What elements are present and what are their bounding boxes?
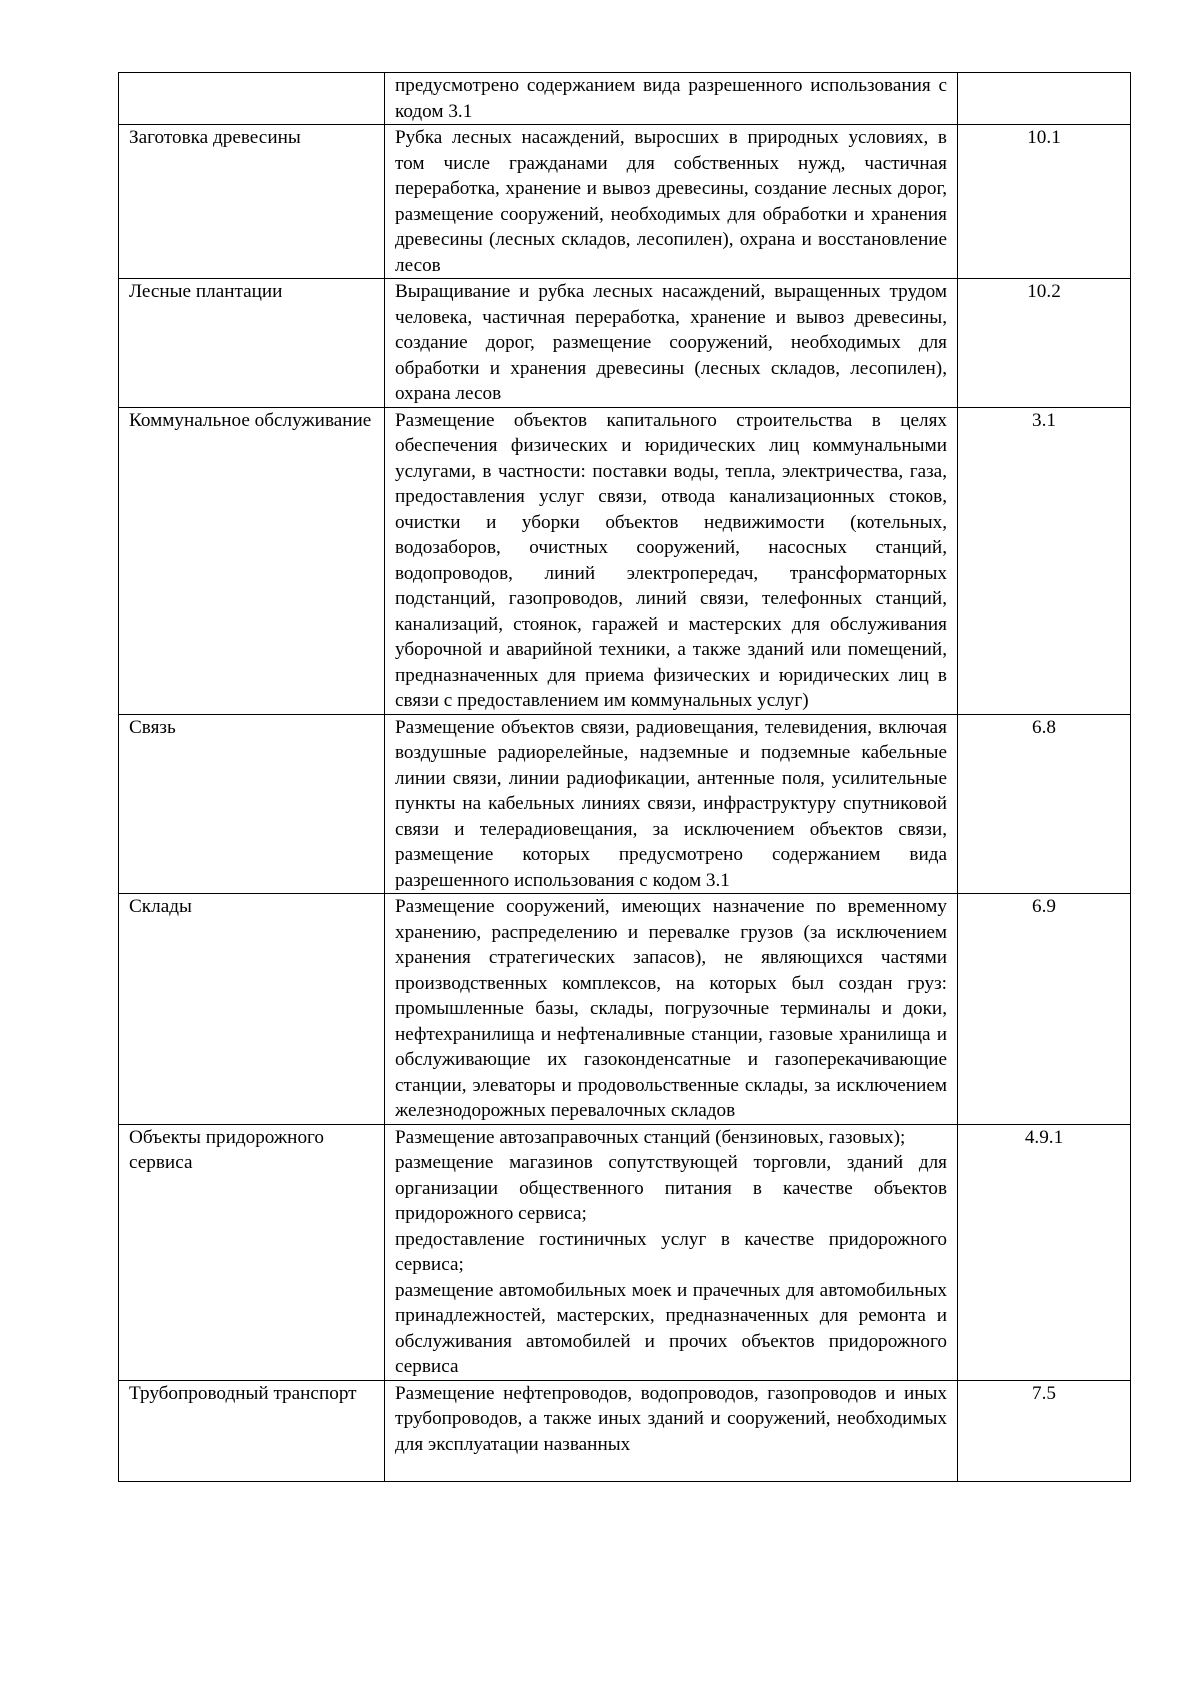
use-code-cell: 6.8 bbox=[958, 714, 1131, 894]
use-name-cell: Заготовка древесины bbox=[119, 125, 385, 279]
description-paragraph: размещение магазинов сопутствующей торговли, зданий для организации общественного питания в качестве объектов придорожного сервиса; bbox=[395, 1152, 947, 1224]
table-row bbox=[119, 714, 1131, 894]
description-text bbox=[395, 1125, 947, 1380]
description-paragraph: Размещение объектов связи, радиовещания, телевидения, включая воздушные радиорелейные, надземные и подземные кабельные линии связи, линии радиофикации, антенные поля, усилительные пункты на кабельных линиях связи, инфраструктуру спутниковой связи и телерадиовещания, за исключением объектов связи, размещение которых предусмотрено содержанием вида разрешенного использования с кодом 3.1 bbox=[395, 716, 947, 891]
description-text bbox=[395, 279, 947, 407]
use-code-cell: 6.9 bbox=[958, 894, 1131, 1125]
use-name-cell: Коммунальное обслуживание bbox=[119, 407, 385, 714]
use-code-cell bbox=[958, 73, 1131, 125]
use-description-cell bbox=[385, 1380, 958, 1481]
description-paragraph: предоставление гостиничных услуг в качестве придорожного сервиса; bbox=[395, 1228, 947, 1275]
description-paragraph: Размещение сооружений, имеющих назначение по временному хранению, распределению и перевалке грузов (за исключением хранения стратегических запасов), не являющихся частями производственных комплексов, на которых был создан груз: промышленные базы, склады, погрузочные терминалы и доки, нефтехранилища и нефтеналивные станции, газовые хранилища и обслуживающие их газоконденсатные и газоперекачивающие станции, элеваторы и продовольственные склады, за исключением железнодорожных перевалочных складов bbox=[395, 896, 947, 1121]
description-text bbox=[395, 125, 947, 278]
use-name-cell: Связь bbox=[119, 714, 385, 894]
land-use-table bbox=[118, 72, 1131, 1482]
description-text bbox=[395, 1381, 947, 1456]
table-row bbox=[119, 73, 1131, 125]
use-description-cell bbox=[385, 125, 958, 279]
description-paragraph: Рубка лесных насаждений, выросших в природных условиях, в том числе гражданами для собственных нужд, частичная переработка, хранение и вывоз древесины, создание лесных дорог, размещение сооружений, необходимых для обработки и хранения древесины (лесных складов, лесопилен), охрана и восстановление лесов bbox=[395, 127, 947, 276]
use-description-cell bbox=[385, 714, 958, 894]
use-name-cell: Лесные плантации bbox=[119, 279, 385, 408]
document-page bbox=[118, 72, 1130, 1482]
description-paragraph: Размещение объектов капитального строительства в целях обеспечения физических и юридических лиц коммунальными услугами, в частности: поставки воды, тепла, электричества, газа, предоставления услуг связи, отвода канализационных стоков, очистки и уборки объектов недвижимости (котельных, водозаборов, очистных сооружений, насосных станций, водопроводов, линий электропередач, трансформаторных подстанций, газопроводов, линий связи, телефонных станций, канализаций, стоянок, гаражей и мастерских для обслуживания уборочной и аварийной техники, а также зданий или помещений, предназначенных для приема физических и юридических лиц в связи с предоставлением им коммунальных услуг) bbox=[395, 409, 947, 711]
table-row bbox=[119, 894, 1131, 1125]
table-row bbox=[119, 1380, 1131, 1481]
use-name-cell bbox=[119, 73, 385, 125]
description-text bbox=[395, 715, 947, 894]
use-description-cell bbox=[385, 73, 958, 125]
table-row bbox=[119, 407, 1131, 714]
use-description-cell bbox=[385, 279, 958, 408]
description-paragraph: Размещение автозаправочных станций (бензиновых, газовых); bbox=[395, 1126, 906, 1148]
use-description-cell bbox=[385, 407, 958, 714]
table-row bbox=[119, 125, 1131, 279]
table-row bbox=[119, 1124, 1131, 1380]
description-text bbox=[395, 894, 947, 1124]
use-name-cell: Склады bbox=[119, 894, 385, 1125]
description-paragraph: Размещение нефтепроводов, водопроводов, газопроводов и иных трубопроводов, а также иных зданий и сооружений, необходимых для эксплуатации названных bbox=[395, 1382, 947, 1455]
use-description-cell bbox=[385, 894, 958, 1125]
use-description-cell bbox=[385, 1124, 958, 1380]
table-body bbox=[119, 73, 1131, 1482]
use-code-cell: 4.9.1 bbox=[958, 1124, 1131, 1380]
use-code-cell: 10.2 bbox=[958, 279, 1131, 408]
table-row bbox=[119, 279, 1131, 408]
description-paragraph: размещение автомобильных моек и прачечных для автомобильных принадлежностей, мастерских, предназначенных для ремонта и обслуживания автомобилей и прочих объектов придорожного сервиса bbox=[395, 1279, 947, 1377]
description-paragraph: Выращивание и рубка лесных насаждений, выращенных трудом человека, частичная переработка, хранение и вывоз древесины, создание дорог, размещение сооружений, необходимых для обработки и хранения древесины (лесных складов, лесопилен), охрана лесов bbox=[395, 281, 947, 404]
use-code-cell: 7.5 bbox=[958, 1380, 1131, 1481]
use-code-cell: 3.1 bbox=[958, 407, 1131, 714]
description-text bbox=[395, 73, 947, 124]
use-name-cell: Объекты придорожного сервиса bbox=[119, 1124, 385, 1380]
description-text bbox=[395, 408, 947, 714]
use-code-cell: 10.1 bbox=[958, 125, 1131, 279]
description-paragraph: предусмотрено содержанием вида разрешенного использования с кодом 3.1 bbox=[395, 75, 947, 122]
use-name-cell: Трубопроводный транспорт bbox=[119, 1380, 385, 1481]
